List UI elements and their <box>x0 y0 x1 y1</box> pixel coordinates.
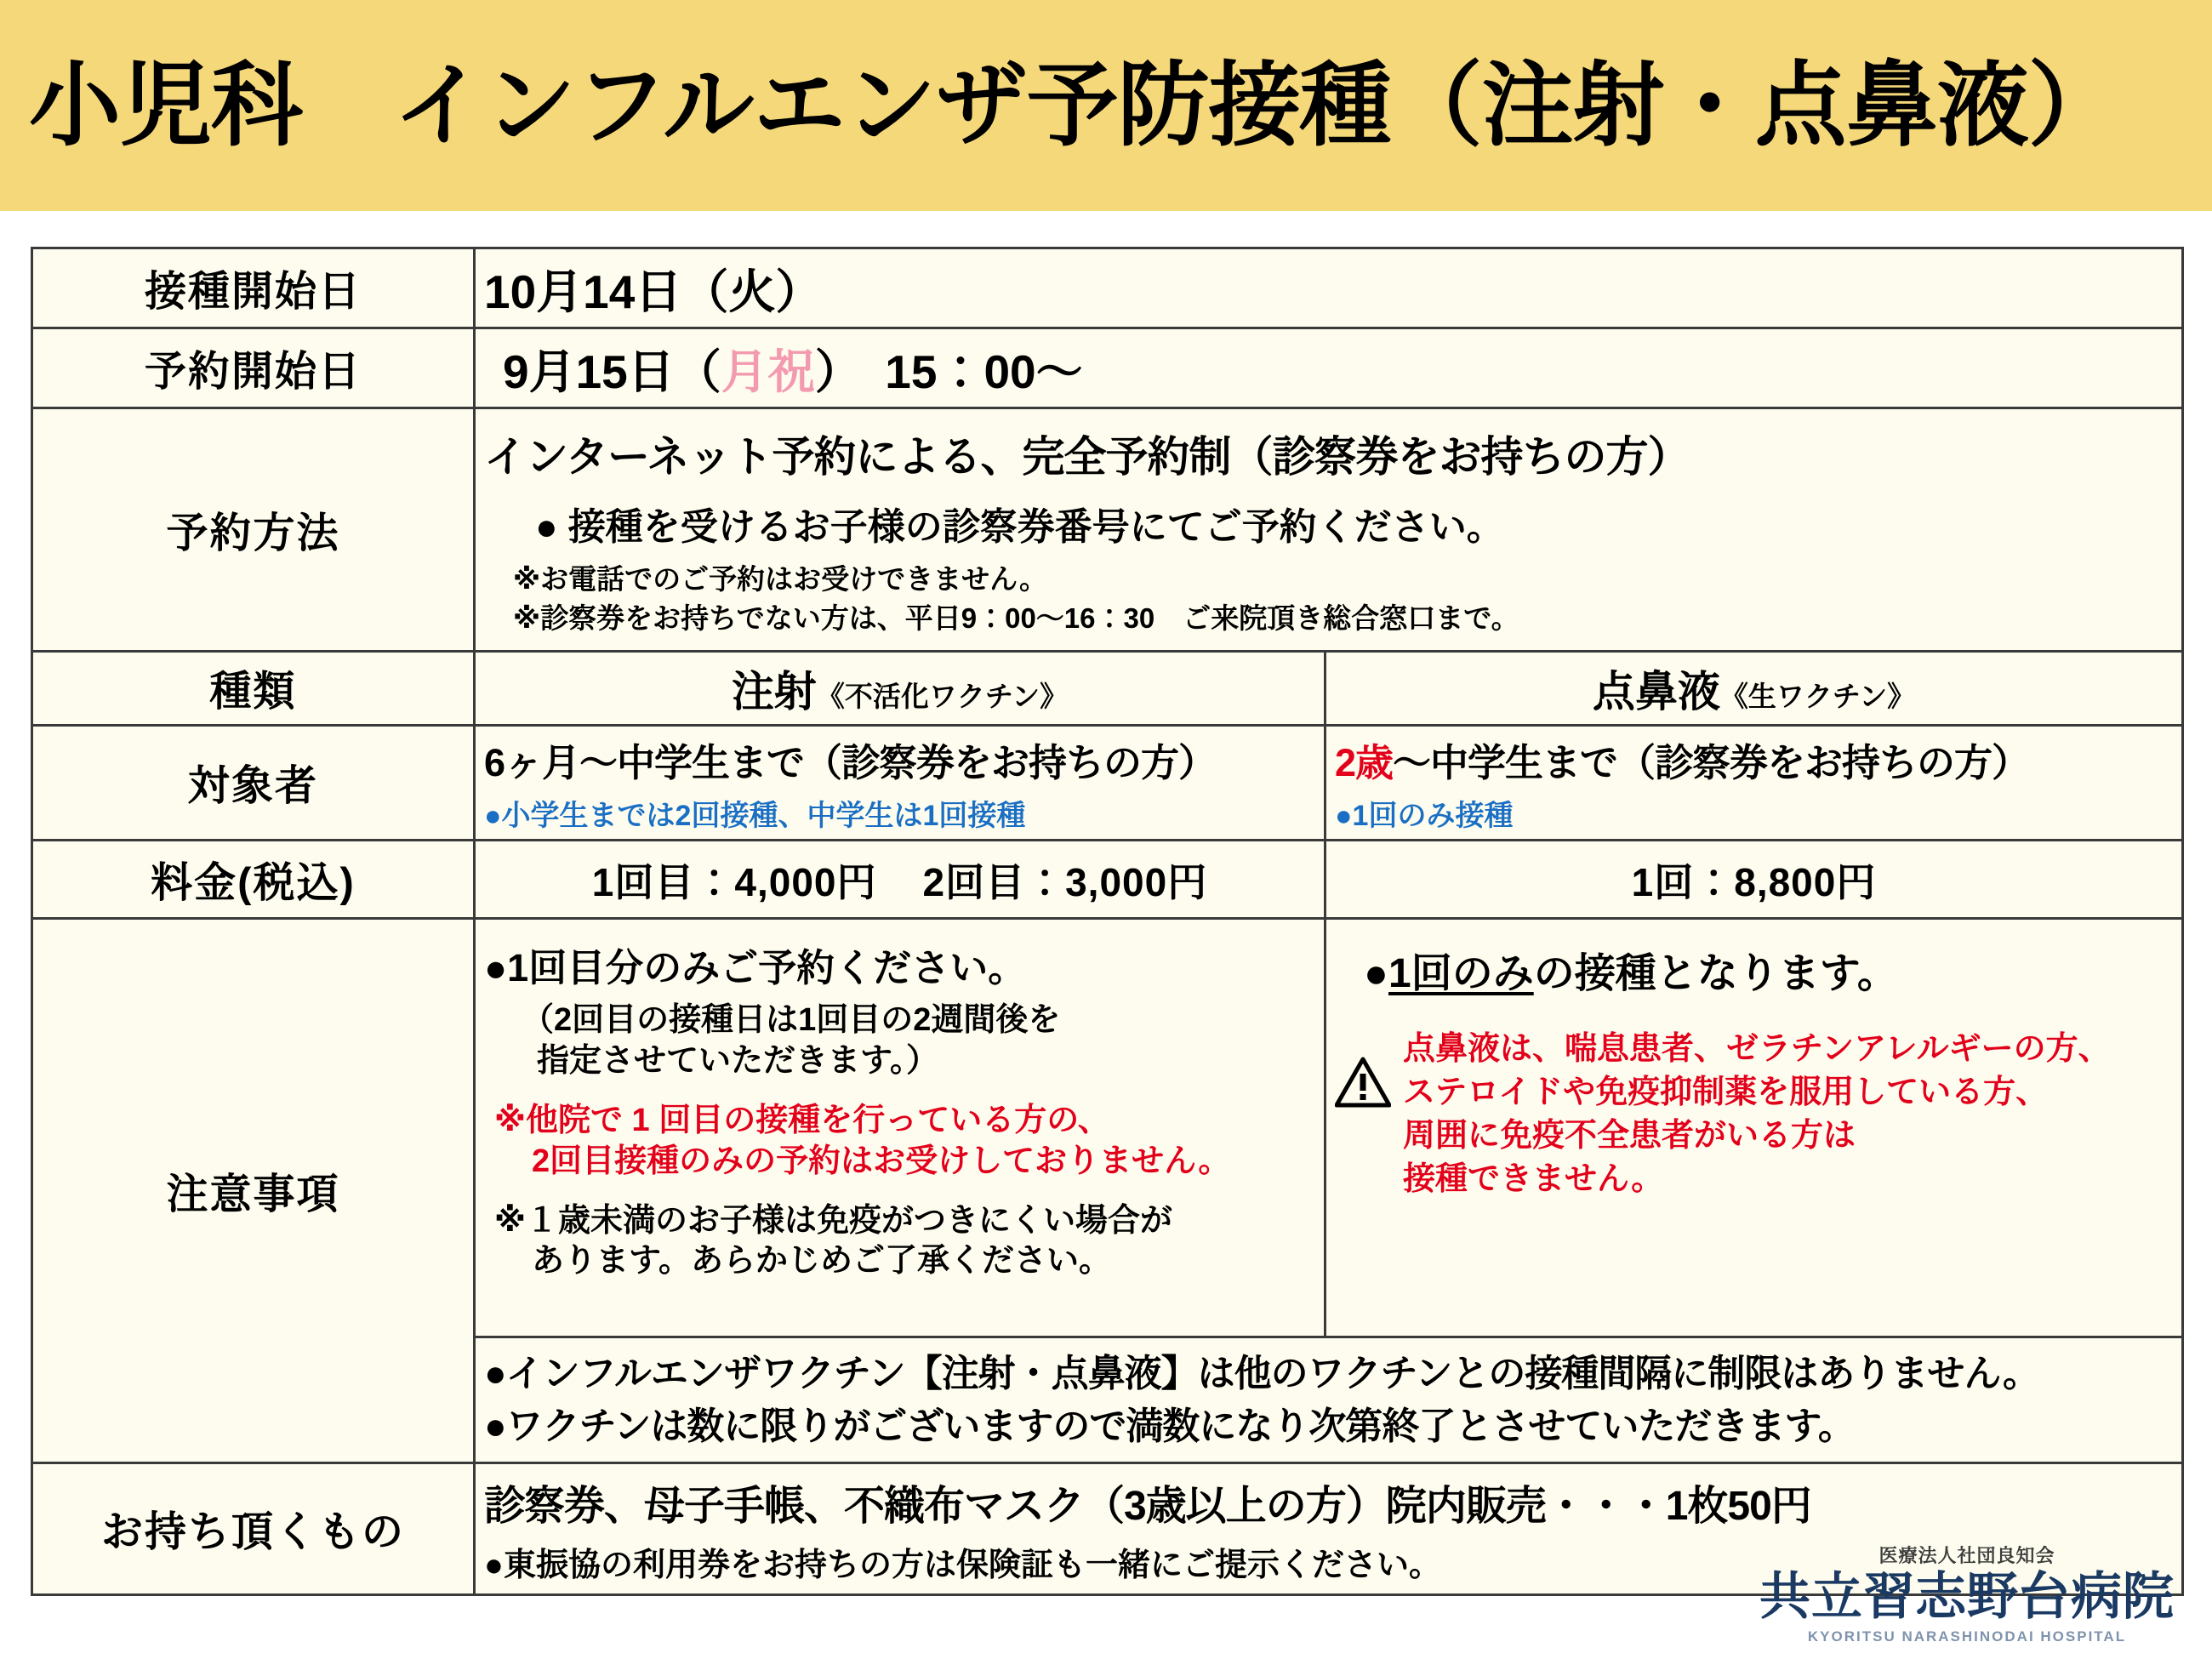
row-value-reservation-method <box>475 408 2183 652</box>
target-injection-sub: ●小学生までは2回接種、中学生は1回接種 <box>484 800 1026 833</box>
row-label-start-date: 接種開始日 <box>32 248 475 328</box>
method-line-1: インターネット予約による、完全予約制（診察券をお持ちの方） <box>484 433 1690 481</box>
common-note-2: ●ワクチンは数に限りがございますので満数になり次第終了とさせていただきます。 <box>484 1405 1855 1447</box>
fee-injection-second: 2回目：3,000円 <box>922 859 1208 904</box>
type-nasal-sub: 《生ワクチン》 <box>1719 681 1916 713</box>
target-nasal-sub: ●1回のみ接種 <box>1335 800 1514 833</box>
notes-injection-line-3: 指定させていただきます。） <box>537 1042 938 1079</box>
notes-nasal-warn-1: 点鼻液は、喘息患者、ゼラチンアレルギーの方、 <box>1403 1031 2111 1068</box>
method-line-2: ● 接種を受けるお子様の診察券番号にてご予約ください。 <box>535 506 1504 548</box>
start-date-text: 10月14日（火） <box>484 265 823 318</box>
warning-triangle-icon <box>1335 1057 1391 1112</box>
page-title: 小児科 インフルエンザ予防接種（注射・点鼻液） <box>29 54 2119 157</box>
type-nasal-main: 点鼻液 <box>1592 668 1720 716</box>
notes-nasal-warning-box <box>1335 1028 2173 1201</box>
reservation-date-holiday: 月祝 <box>721 345 815 398</box>
info-table-container <box>31 247 2181 1596</box>
notes-injection-cell <box>475 919 1325 1337</box>
common-note-1: ●インフルエンザワクチン【注射・点鼻液】は他のワクチンとの接種間隔に制限はありません。 <box>484 1353 2040 1394</box>
notes-injection-line-1: ●1回目分のみご予約ください。 <box>484 946 1027 990</box>
notes-nasal-cell <box>1325 919 2183 1337</box>
vaccination-info-table <box>31 247 2184 1596</box>
page-header <box>0 0 2212 211</box>
target-injection-cell <box>475 726 1325 841</box>
table-row-target <box>32 726 2183 841</box>
notes-nasal-head-underline: 1回のみ <box>1388 951 1534 997</box>
fee-nasal-line: 1回：8,800円 <box>1631 859 1877 904</box>
notes-nasal-warn-2: ステロイドや免疫抑制薬を服用している方、 <box>1403 1075 2049 1110</box>
table-row-reservation-date <box>32 328 2183 408</box>
notes-nasal-warn-3: 周囲に免疫不全患者がいる方は <box>1403 1117 1856 1154</box>
type-nasal-cell <box>1325 652 2183 726</box>
logo-hospital-name: 共立習志野台病院 <box>1759 1568 2175 1625</box>
row-value-start-date <box>475 248 2183 328</box>
fee-injection-cell <box>475 841 1325 919</box>
table-row-type <box>32 652 2183 726</box>
target-nasal-main <box>1335 732 2173 787</box>
bring-main-text: 診察券、母子手帳、不織布マスク（3歳以上の方）院内販売・・・1枚50円 <box>484 1484 1811 1530</box>
table-row-start-date <box>32 248 2183 328</box>
notes-nasal-warn-4: 接種できません。 <box>1403 1160 1664 1197</box>
notes-injection-line-2: （2回目の接種日は1回目の2週間後を <box>522 1002 1061 1039</box>
target-nasal-rest: 〜中学生まで（診察券をお持ちの方） <box>1393 741 2030 785</box>
row-label-reservation-date: 予約開始日 <box>32 328 475 408</box>
notes-nasal-head <box>1335 940 2173 999</box>
table-row-notes <box>32 919 2183 1337</box>
fee-nasal-cell <box>1325 841 2183 919</box>
row-label-notes: 注意事項 <box>32 919 475 1463</box>
target-nasal-cell <box>1325 726 2183 841</box>
row-label-reservation-method: 予約方法 <box>32 408 475 652</box>
target-injection-main <box>484 732 1315 787</box>
target-injection-age: 6ヶ月 <box>484 741 580 785</box>
logo-hospital-romaji: KYORITSU NARASHINODAI HOSPITAL <box>1807 1628 2127 1645</box>
target-nasal-age: 2歳 <box>1335 741 1394 785</box>
notes-nasal-warning-text <box>1403 1028 2111 1201</box>
type-injection-main: 注射 <box>731 668 817 716</box>
notes-injection-line-5: 2回目接種のみの予約はお受けしておりません。 <box>532 1143 1231 1179</box>
row-value-reservation-date <box>475 328 2183 408</box>
row-label-target: 対象者 <box>32 726 475 841</box>
row-label-type: 種類 <box>32 652 475 726</box>
notes-injection-line-4: ※他院で 1 回目の接種を行っている方の、 <box>494 1102 1110 1138</box>
fee-injection-line <box>484 852 1315 908</box>
fee-injection-first: 1回目：4,000円 <box>591 859 877 904</box>
logo-corporation: 医療法人社団良知会 <box>1878 1545 2055 1566</box>
type-injection-sub: 《不活化ワクチン》 <box>816 681 1069 713</box>
row-label-bring: お持ち頂くもの <box>32 1463 475 1595</box>
table-row-fee <box>32 841 2183 919</box>
notes-injection-line-7: あります。あらかじめご了承ください。 <box>532 1243 1111 1280</box>
reservation-date-post: ） 15：00〜 <box>814 345 1083 398</box>
table-row-reservation-method <box>32 408 2183 652</box>
bring-sub-text: ●東振協の利用券をお持ちの方は保険証も一緒にご提示ください。 <box>484 1548 1441 1584</box>
notes-nasal-head-bullet: ● <box>1364 951 1388 997</box>
target-injection-rest: 〜中学生まで（診察券をお持ちの方） <box>579 741 1217 785</box>
type-injection-cell <box>475 652 1325 726</box>
common-notes-cell <box>475 1337 2183 1463</box>
notes-injection-line-6: ※１歳未満のお子様は免疫がつきにくい場合が <box>494 1202 1172 1239</box>
method-note-2: ※診察券をお持ちでない方は、平日9：00〜16：30 ご来院頂き総合窓口まで。 <box>513 601 1519 634</box>
hospital-logo <box>1759 1547 2175 1644</box>
method-note-1: ※お電話でのご予約はお受けできません。 <box>513 563 1048 595</box>
row-label-fee: 料金(税込) <box>32 841 475 919</box>
reservation-date-pre: 9月15日（ <box>503 345 721 398</box>
notes-nasal-head-post: の接種となります。 <box>1533 951 1898 997</box>
